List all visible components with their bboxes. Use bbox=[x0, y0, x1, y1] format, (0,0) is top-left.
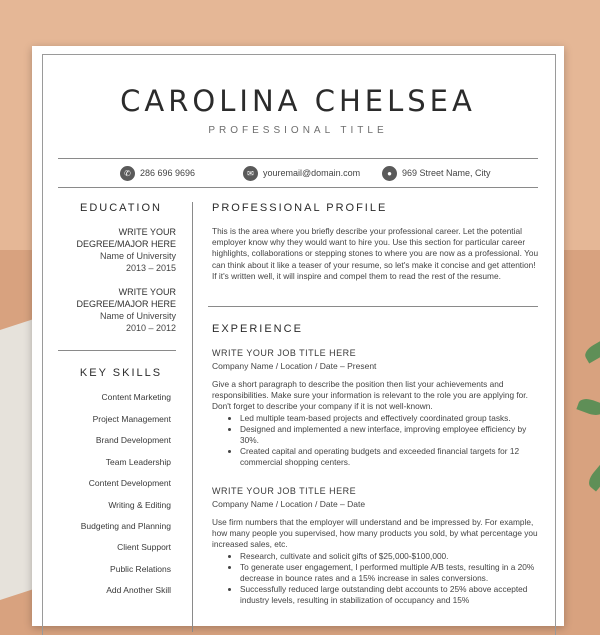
contact-divider-bottom bbox=[58, 187, 538, 188]
skill-item: Project Management bbox=[92, 414, 171, 424]
education-heading: EDUCATION bbox=[80, 202, 162, 214]
skill-item: Content Development bbox=[88, 478, 171, 488]
education-years: 2010 – 2012 bbox=[125, 323, 176, 333]
job-entry bbox=[212, 348, 542, 469]
professional-title: PROFESSIONAL TITLE bbox=[208, 125, 388, 136]
plant-leaf-decoration bbox=[582, 338, 600, 363]
skill-item: Budgeting and Planning bbox=[80, 521, 171, 531]
education-entry bbox=[56, 286, 176, 334]
envelope-icon: ✉ bbox=[243, 166, 258, 181]
job-bullet: • Successfully reduced large outstanding debt accounts to 25% above accepted industry levels, resulting in stabilization of occupancy and 15% bbox=[240, 584, 542, 606]
skill-item: Brand Development bbox=[95, 435, 171, 445]
job-bullet: • Research, cultivate and solicit gifts of $25,000-$100,000. bbox=[240, 551, 542, 562]
job-summary: Use firm numbers that the employer will understand and be impressed by. For example, how many people you supervised, how many products you sold, by what percentage you increased sales, etc. bbox=[212, 517, 538, 550]
phone-text: 286 696 9696 bbox=[140, 168, 196, 178]
degree-line2: DEGREE/MAJOR HERE bbox=[76, 239, 176, 249]
left-section-divider bbox=[58, 350, 176, 351]
skill-item: Writing & Editing bbox=[108, 500, 171, 510]
job-bullet: • Designed and implemented a new interface, improving employee efficiency by 30%. bbox=[240, 424, 542, 446]
location-pin-icon: ● bbox=[382, 166, 397, 181]
key-skills-heading: KEY SKILLS bbox=[79, 367, 163, 379]
job-summary: Give a short paragraph to describe the position then list your achievements and responsibilities. Make sure your information is relevant to the role you are applying for. Don't forget to describe your company if it is not well-known. bbox=[212, 379, 528, 412]
skill-item: Content Marketing bbox=[101, 392, 171, 402]
profile-heading: PROFESSIONAL PROFILE bbox=[212, 202, 388, 214]
plant-leaf-decoration bbox=[585, 463, 600, 492]
job-bullet: • Created capital and operating budgets and exceeded financial targets for 12 commercial shopping centers. bbox=[240, 446, 542, 468]
address-text: 969 Street Name, City bbox=[402, 168, 491, 178]
column-divider bbox=[192, 202, 193, 632]
contact-divider-top bbox=[58, 158, 538, 159]
job-title: WRITE YOUR JOB TITLE HERE bbox=[212, 348, 357, 358]
profile-text: This is the area where you briefly describe your professional career. Let the potential employer know why they would want to hire you. Use this section for particular career highlights, collaborations or stepping stones to where you are now as a professional. You can think about it like a teaser of your resume, so let's make it concise and get attention! If it's written well, it will inspire and compel them to read the rest of the resume. bbox=[212, 226, 539, 281]
resume-page bbox=[32, 46, 564, 626]
job-bullet: • To generate user engagement, I performed multiple A/B tests, resulting in a 20% decrease in bounce rates and a 15% increase in sales conversions. bbox=[240, 562, 542, 584]
experience-heading: EXPERIENCE bbox=[212, 323, 303, 335]
job-bullets bbox=[212, 551, 542, 607]
candidate-name: CAROLINA CHELSEA bbox=[120, 84, 476, 118]
job-title: WRITE YOUR JOB TITLE HERE bbox=[212, 486, 357, 496]
job-entry bbox=[212, 486, 542, 607]
job-bullets bbox=[212, 413, 542, 469]
skill-item: Public Relations bbox=[110, 564, 171, 574]
job-bullet: • Led multiple team-based projects and effectively coordinated group tasks. bbox=[240, 413, 542, 424]
right-section-divider bbox=[208, 306, 538, 307]
job-meta: Company Name / Location / Date – Present bbox=[212, 361, 377, 371]
degree-line1: WRITE YOUR bbox=[118, 227, 176, 237]
education-years: 2013 – 2015 bbox=[125, 263, 176, 273]
skill-item: Client Support bbox=[117, 542, 171, 552]
degree-line1: WRITE YOUR bbox=[118, 287, 176, 297]
phone-icon: ✆ bbox=[120, 166, 135, 181]
university-name: Name of University bbox=[99, 251, 176, 261]
skill-item: Add Another Skill bbox=[106, 585, 171, 595]
email-text: youremail@domain.com bbox=[263, 168, 361, 178]
job-meta: Company Name / Location / Date – Date bbox=[212, 499, 366, 509]
skill-item: Team Leadership bbox=[105, 457, 171, 467]
plant-leaf-decoration bbox=[576, 396, 600, 418]
university-name: Name of University bbox=[99, 311, 176, 321]
education-entry bbox=[56, 226, 176, 274]
contact-address bbox=[382, 165, 491, 181]
contact-phone bbox=[120, 165, 195, 181]
contact-email bbox=[243, 165, 360, 181]
degree-line2: DEGREE/MAJOR HERE bbox=[76, 299, 176, 309]
